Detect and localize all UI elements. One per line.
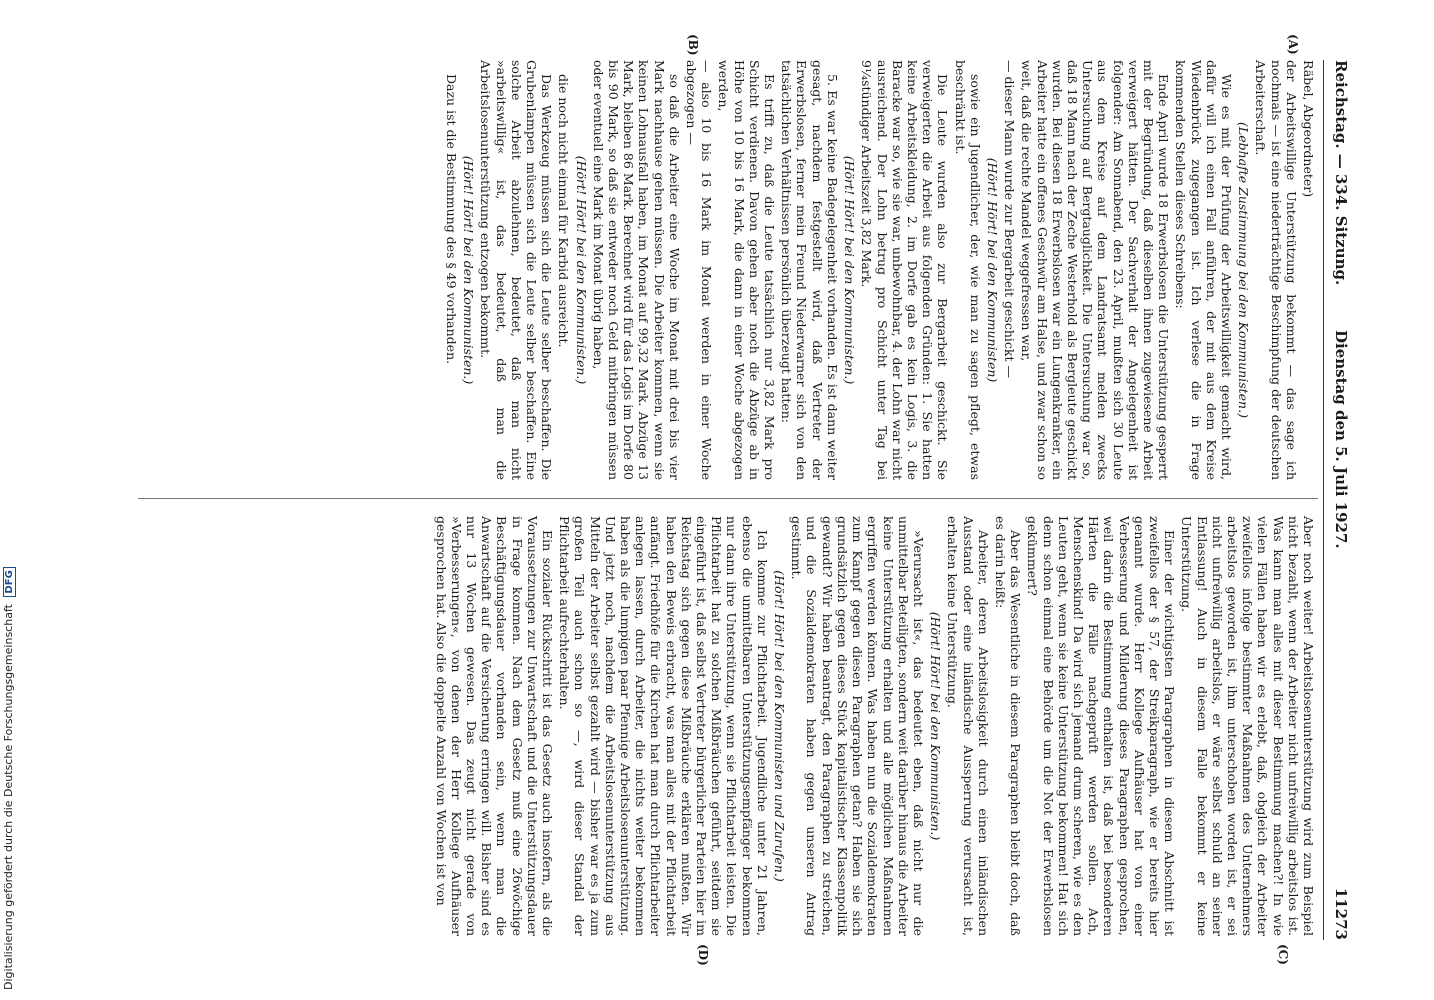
paragraph: (Hört! Hört! bei den Kommunisten.) — [928, 611, 944, 841]
paragraph: Aber noch weiter! Arbeitslosenunterstützung wird zum Beispiel nicht bezahlt, wenn der Arbeiter nicht unfreiwillig arbeitslos ist. Was kann man alles mit dieser Bestimmung machen?! In wie vielen Fällen haben wir es erlebt, daß, obgleich der Arbeiter zweifellos infolge bestimmter Maßnahmen des Unternehmers arbeitslos geworden ist, ihm unterschoben worden ist, er sei nicht unfreiwillig arbeitslos, er wäre selbst schuld an seiner Entlassung! Auch in diesem Falle bekommt er keine Unterstützung. — [1179, 516, 1316, 936]
paragraph: Arbeiter, deren Arbeitslosigkeit durch einen inländischen Ausstand oder eine inländische Aussperrung verursacht ist, erhalten keine Unterstützung. — [945, 516, 991, 936]
left-column — [442, 60, 1316, 480]
header-session: Reichstag. — 334. Sitzung. — [1332, 60, 1350, 286]
header-date: Dienstag den 5. Juli 1927. — [1332, 330, 1350, 549]
header-rule — [1323, 60, 1324, 940]
paragraph: »Verursacht ist«, das bedeutet eben, daß nicht nur die unmittelbar Beteiligten, sondern weit darüber hinaus die Arbeiter keine Unterstützung erhalten und alle möglichen Maßnahmen ergriffen werden können. Was haben nun die Sozialdemokraten zum Kampf gegen diesen Paragraphen getan? Haben sie sich grundsätzlich gegen dieses Stück kapitalistischer Klassenpolitik gewandt? Wir haben beantragt, den Paragraphen zu streichen, und die Sozialdemokraten haben gegen unseren Antrag gestimmt. — [789, 516, 926, 936]
paragraph: — dieser Mann wurde zur Bergarbeit geschickt — — [1002, 60, 1018, 378]
paragraph: Einer der wichtigsten Paragraphen in diesem Abschnitt ist zweifellos der § 57, der Streikparagraph, wie er bereits hier genannt wurde. Herr Kollege Aufhäuser hat von einer Verbesserung und Milderung dieses Paragraphen gesprochen, weil darin die Bestimmung enthalten ist, daß bei besonderen Härten die Fälle nachgeprüft werden sollen. Ach, Menschenskind! Da wird sich jemand drum scheren, wie es den Leuten geht, wenn sie keine Unterstützung bekommen! Hat sich denn schon einmal eine Behörde um die Not der Erwerbslosen gekümmert? — [1025, 516, 1178, 936]
paragraph: Das Werkzeug müssen sich die Leute selber beschaffen. Die Grubenlampen müssen sich die Leute selber beschaffen. Eine solche Arbeit abzulehnen, bedeutet, daß man nicht »arbeitswillig« ist, das bedeutet, daß man die Arbeitslosenunterstützung entzogen bekommt. — [478, 60, 555, 480]
paragraph: Räbel, Abgeordneter) — [1301, 60, 1316, 198]
paragraph: sowie ein Jugendlicher, der, wie man zu sagen pflegt, etwas beschränkt ist. — [952, 60, 983, 480]
paragraph: Dazu ist die Bestimmung des § 49 vorhanden. — [444, 74, 460, 365]
paragraph: Aber das Wesentliche in diesem Paragraphen bleibt doch, daß es darin heißt: — [992, 516, 1024, 936]
column-divider — [138, 498, 1318, 499]
right-column — [431, 516, 1316, 936]
paragraph: (Hört! Hört! bei den Kommunisten und Zurufen.) — [772, 570, 788, 882]
paragraph: (Hört! Hört! bei den Kommunisten) — [984, 157, 1000, 383]
paragraph: Die Leute wurden also zur Bergarbeit geschickt. Sie verweigerten die Arbeit aus folgenden Gründen: 1. Sie hatten keine Arbeitskleidung, 2. im Dorfe gab es kein Logis, 3. die Baracke war so, wie sie war, unbewohnbar, 4. der Lohn war nicht ausreichend. Der Lohn betrug pro Schicht unter Tag bei 9¼stündiger Arbeitszeit 3,82 Mark. — [859, 60, 951, 480]
paragraph: (Lebhafte Zustimmung bei den Kommunisten.) — [1236, 122, 1252, 418]
paragraph: — also 10 bis 16 Mark im Monat werden in einer Woche abgezogen — — [684, 60, 715, 480]
paragraph: (Hört! Hört! bei den Kommunisten.) — [573, 155, 589, 385]
rotated-page-content — [110, 34, 1350, 966]
margin-marker-d: (D) — [696, 944, 710, 966]
paragraph: 5. Es war keine Badegelegenheit vorhanden. Es ist dann weiter gesagt, nachdem festgestellt wird, daß Vertreter der Erwerbslosen, ferner mein Freund Niederwarner sich von den tatsächlichen Verhältnissen persönlich überzeugt hatten: — [779, 60, 840, 480]
paragraph: die noch nicht einmal für Karbid ausreicht. — [556, 74, 572, 348]
paragraph: Ich komme zur Pflichtarbeit. Jugendliche unter 21 Jahren, ebenso die unmittelbaren Unterstützungsempfänger bekommen nur dann ihre Unterstützung, wenn sie Pflichtarbeit leisten. Die Pflichtarbeit hat zu solchen Mißbräuchen geführt, seitdem sie eingeführt ist, daß selbst Vertreter bürgerlicher Parteien hier im Reichstag sich gegen diese Mißbräuche erklären mußten. Wir haben den Beweis erbracht, was man alles mit der Pflichtarbeit anfängt. Friedhöfe für die Kirchen hat man durch Pflichtarbeiter anlegen lassen, durch Arbeiter, die nichts weiter bekommen haben als die lumpigen paar Pfennige Arbeitslosenunterstützung. Und jetzt noch, nachdem die Arbeitslosenunterstützung aus Mitteln der Arbeiter selbst gezahlt wird — bisher war es ja zum großen Teil auch schon so —, wird dieser Standal der Pflichtarbeit aufrechterhalten. — [557, 516, 770, 936]
paragraph: Ende April wurde 18 Erwerbslosen die Unterstützung gesperrt mit der Begründung, daß dieselben ihnen zugewiesene Arbeit verweigert hätten. Der Sachverhalt der Angelegenheit ist folgender: Am Sonnabend, den 23. April, mußten sich 30 Leute aus dem Kreise auf dem Landratsamt melden zwecks Untersuchung auf Bergtauglichkeit. Die Untersuchung war so, daß 18 Mann nach der Zeche Westerhold als Bergleute geschickt wurden. Bei diesen 18 Erwerbslosen war ein Lungenkranker, ein Arbeiter hatte ein offenes Geschwür am Halse, und zwar schon so weit, daß die rechte Mandel weggefressen war, — [1019, 60, 1172, 480]
credit-text: Digitalisierung gefördert durch die Deutsche Forschungsgemeinschaft — [2, 604, 15, 990]
page-number: 11273 — [1332, 887, 1350, 940]
paragraph: Wie es mit der Prüfung der Arbeitswilligkeit gemacht wird, dafür will ich einen Fall anführen, der mit aus dem Kreise Wiedenbrück zugegangen ist. Ich verlese die in Frage kommenden Stellen dieses Schreibens: — [1173, 60, 1234, 480]
page-header — [1324, 60, 1350, 940]
margin-marker-b: (B) — [686, 34, 700, 56]
dfg-logo: DFG — [3, 567, 16, 596]
margin-marker-c: (C) — [1276, 944, 1290, 965]
paragraph: so daß die Arbeiter eine Woche im Monat mit drei bis vier Mark nachhause gehen müssen. Die Arbeiter kommen, wenn sie keinen Lohnausfall haben, im Monat auf 99,32 Mark. Abzüge 13 Mark, bleiben 86 Mark. Berechnet wird für das Logis im Dorfe 80 bis 90 Mark, so daß sie entweder noch Geld mitbringen müssen oder eventuell eine Mark im Monat übrig haben, — [590, 60, 682, 480]
digitization-credit — [2, 567, 16, 990]
margin-marker-a: (A) — [1286, 34, 1300, 55]
paragraph: Es trifft zu, daß die Leute tatsächlich nur 3,82 Mark pro Schicht verdienen. Davon gehen aber noch die Abzüge ab in Höhe von 10 bis 16 Mark, die dann in einer Woche abgezogen werden, — [716, 60, 778, 480]
paragraph: (Hört! Hört! bei den Kommunisten.) — [842, 155, 858, 385]
paragraph: der Arbeitswillige Unterstützung bekommt — das sage ich nochmals — ist eine niederträchtige Beschimpfung der deutschen Arbeiterschaft. — [1253, 60, 1299, 480]
paragraph: (Hört! Hört! bei den Kommunisten.) — [461, 155, 477, 385]
paragraph: Ein sozialer Rückschritt ist das Gesetz auch insofern, als die Voraussetzungen zur Unwartschaft und die Unterstützungsdauer in Frage kommen. Nach dem Gesetz muß eine 26wöchige Beschäftigungsdauer vorhanden sein, wenn man die Anwartschaft auf die Versicherung erringen will. Bisher sind es nur 13 Wochen gewesen. Das zeugt nicht gerade von »Verbesserungen«, von denen der Herr Kollege Aufhäuser gesprochen hat. Also die doppelte Anzahl von Wochen ist von — [433, 516, 556, 936]
